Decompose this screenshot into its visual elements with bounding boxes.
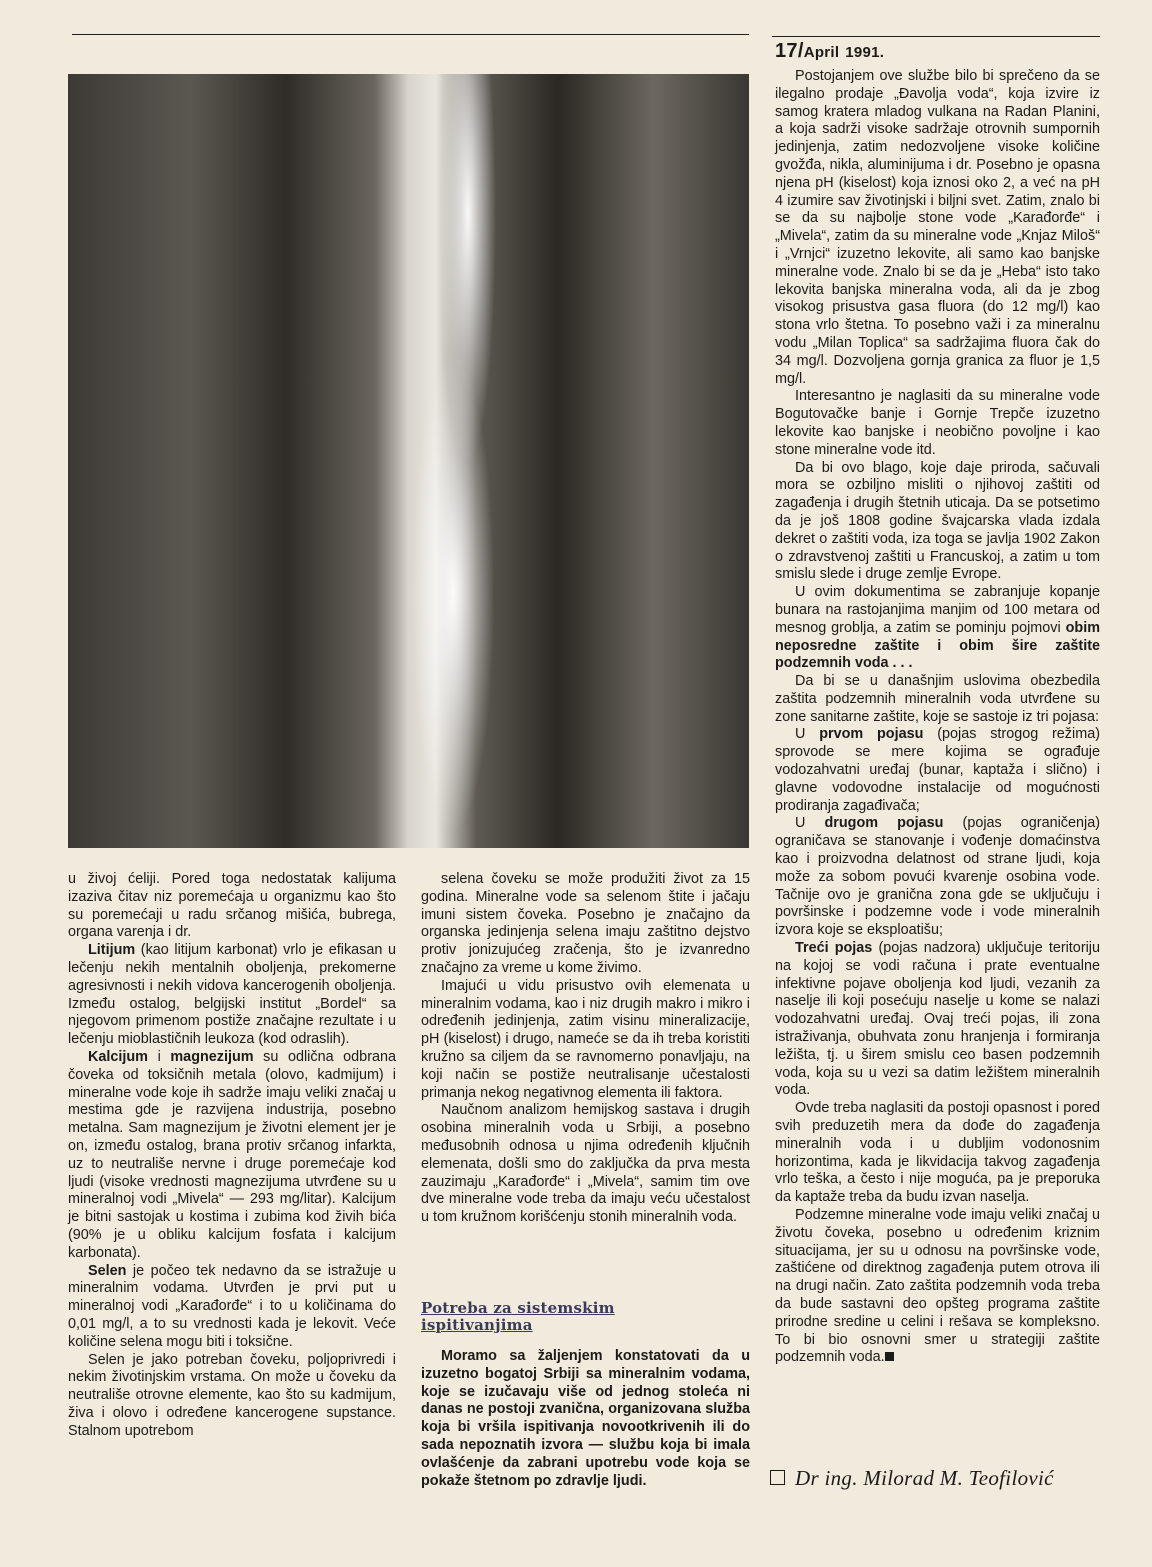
- paragraph: Kalcijum i magnezijum su odlična odbrana čoveka od toksičnih metala (olovo, kadmijum) i mineralne vode koje ih sadrže imaju veliki značaj u mestima gde je razvijena industrija, posebno metalna. Sam magnezijum je životni element jer je on, između ostalog, brana protiv srčanog infarkta, uz to neutrališe nervne i druge poremećaje kod ljudi (visoke vrednosti magnezijuma utvrđene su u mineralnoj vodi „Mivela“ — 293 mg/litar). Kalcijum je bitni sastojak u kostima i zubima kod živih bića (90% je u obliku kalcijum fosfata i kalcijum karbonata).: [68, 1048, 396, 1261]
- paragraph: Naučnom analizom hemijskog sastava i drugih osobina mineralnih voda u Srbiji, a posebno međusobnih odnosa u njima određenih ključnih elemenata, došli smo do zaključka da prva mesta zauzimaju „Karađorđe“ i „Mivela“, samim tim ove dve mineralne vode treba da imaju veću učestalost u tom kružnom korišćenju stonih mineralnih voda.: [421, 1102, 750, 1226]
- paragraph: U prvom pojasu (pojas strogog režima) sprovode se mere kojima se ograđuje vodozahvatni uređaj (bunar, kaptaža i slično) i glavne vodovodne instalacije od mogućnosti prodiranja zagađivača;: [775, 726, 1100, 814]
- article-column-3: [775, 68, 1100, 1367]
- waterfall-photo: [68, 74, 749, 848]
- paragraph: Imajući u vidu prisustvo ovih elemenata u mineralnim vodama, kao i niz drugih makro i mikro i određenih jedinjenja, zatim visinu mineralizacije, pH (kiselost) i drugo, nameće se da ih treba koristiti kružno sa ciljem da se ravnomerno ponavljaju, na koji način se postiže neutralisanje učestalosti primanja nekog negativnog elementa ili faktora.: [421, 977, 750, 1101]
- paragraph: selena čoveku se može produžiti život za 15 godina. Mineralne vode sa selenom štite i jačaju imuni sistem čoveka. Posebno je značajno da organska jedinjenja selena imaju zaštitno dejstvo protiv jonizujućeg zračenja, što je izvanredno značajno za vreme u kome živimo.: [421, 871, 750, 976]
- paragraph: Treći pojas (pojas nadzora) uključuje teritoriju na kojoj se vodi računa i prate eventualne infektivne pojave oboljenja kod ljudi, vezanih za naselje ili koji posećuju naselje u kome se nalazi vodozahvatni uređaj. Ovaj treći pojas, ili zona istraživanja, obuhvata zonu hranjenja i formiranja ležišta, tj. u širem smislu ceo basen podzemnih voda, koja su u vezi sa datim ležištem mineralnih voda.: [775, 940, 1101, 1099]
- paragraph: Podzemne mineralne vode imaju veliki značaj u životu čoveka, posebno u određenim kriznim situacijama, jer su u odnosu na površinske vode, zaštićene od direktnog zagađenja putem otrova ili na drugi način. Zato zaštita podzemnih voda treba da bude sastavni deo opšteg programa zaštite prirodne sredine u celini i rešava se kompleksno. To bi bio osnovni smer u strategiji zaštite podzemnih voda.: [775, 1207, 1100, 1366]
- paragraph: Interesantno je naglasiti da su mineralne vode Bogutovačke banje i Gornje Trepče izuzetno lekovite kao banjske i neobično povoljne i kao stone mineralne vode itd.: [775, 388, 1100, 458]
- paragraph: Selen je jako potreban čoveku, poljoprivredi i nekim životinjskim vrstama. On može u čoveku da neutrališe otrovne elemente, kao što su kadmijum, živa i olovo i određene kancerogene supstance. Stalnom upotrebom: [68, 1351, 396, 1439]
- page-date: 17/April 1991.: [775, 40, 885, 62]
- author-byline: Dr ing. Milorad M. Teofilović: [770, 1466, 1054, 1491]
- paragraph: Selen je počeo tek nedavno da se istražuje u mineralnim vodama. Utvrđen je prvi put u mineralnoj vodi „Karađorđe“ i to u količinama do 0,01 mg/l, a to su vrednosti kada je lekovit. Veće količine selena mogu biti i toksične.: [68, 1262, 396, 1350]
- paragraph: U ovim dokumentima se zabranjuje kopanje bunara na rastojanjima manjim od 100 metara od mesnog groblja, a zatim se pominju pojmovi obim neposredne zaštite i obim šire zaštite podzemnih voda . . .: [775, 584, 1100, 672]
- article-column-1: [68, 871, 396, 1441]
- paragraph: Ovde treba naglasiti da postoji opasnost i pored svih preduzetih mera da dođe do zagađenja mineralnih voda i u dubljim vodonosnim horizontima, kada je likvidacija takvog zagađenja vrlo teška, a često i nije moguća, pa je preporuka da kaptaže treba da budu izvan naselja.: [775, 1100, 1100, 1206]
- paragraph: Postojanjem ove službe bilo bi sprečeno da se ilegalno prodaje „Đavolja voda“, koja izvire iz samog kratera mladog vulkana na Radan Planini, a koja sadrži visoke sadržaje otrovnih sumpornih jedinjenja, zatim nedozvoljene visoke količine gvožđa, nikla, aluminijuma i dr. Posebno je opasna njena pH (kiselost) koja iznosi oko 2, a već na pH 4 izumire sav životinjski i biljni svet. Zatim, znalo bi se da su najbolje stone vode „Karađorđe“ i „Mivela“, zatim da su mineralne vode „Knjaz Miloš“ i „Vrnjci“ izuzetno lekovite, ali samo kao banjske mineralne vode. Znalo bi se da je „Heba“ isto tako lekovita banjska mineralna voda, ali da je zbog visokog prisustva gasa fluora (do 12 mg/l) kao stona vrlo štetna. To posebno važi i za mineralnu vodu „Milan Toplica“ sa sadržajima fluora čak do 34 mg/l. Dozvoljena gornja granica za fluor je 1,5 mg/l.: [775, 68, 1100, 387]
- paragraph: Da bi se u današnjim uslovima obezbedila zaštita podzemnih mineralnih voda utvrđene su zone sanitarne zaštite, koje se sastoje iz tri pojasa:: [775, 673, 1100, 725]
- paragraph: Litijum (kao litijum karbonat) vrlo je efikasan u lečenju nekih mentalnih oboljenja, prekomerne agresivnosti i nekih vidova kancerogenih oboljenja. Između ostalog, belgijski institut „Bordel“ sa njegovom primenom postiže značajne rezultate i u lečenju mioblastičnih leukoza (kod odraslih).: [68, 942, 396, 1048]
- paragraph: U drugom pojasu (pojas ograničenja) ograničava se stanovanje i vođenje domaćinstva kao i proizvodna delatnost od strane ljudi, koja može za sobom povući kvarenje osobina vode. Tačnije ovo je granična zona gde se uključuju i površinske i podzemne vode i vode mineralnih izvora koje se eksploatišu;: [775, 815, 1100, 939]
- paragraph: Moramo sa žaljenjem konstatovati da u izuzetno bogatoj Srbiji sa mineralnim vodama, koje se izučavaju više od jednog stoleća ni danas ne postoji zvanična, organizovana služba koja bi vršila ispitivanja novootkrivenih ili do sada nepoznatih izvora — službu koja bi imala ovlašćenje da zabrani upotrebu vode koja se pokaže štetnom po zdravlje ljudi.: [421, 1348, 750, 1489]
- section-subheading: Potreba za sistemskim ispitivanjima: [421, 1299, 615, 1334]
- paragraph: Da bi ovo blago, koje daje priroda, sačuvali mora se ozbiljno misliti o njihovoj zaštiti od zagađenja i drugih štetnih uticaja. Da se potsetimo da je još 1808 godine švajcarska vlada izdala dekret o zaštiti voda, iza toga se javlja 1902 Zakon o zdravstvenoj zaštiti u Francuskoj, a zatim u tom smislu slede i druge zemlje Evrope.: [775, 459, 1100, 583]
- paragraph: u živoj ćeliji. Pored toga nedostatak kalijuma izaziva čitav niz poremećaja u organizmu kao što su poremećaji u radu srčanog mišića, bubrega, organa varenja i dr.: [68, 871, 396, 941]
- end-mark-icon: [885, 1352, 894, 1361]
- top-rule-right: [772, 36, 1100, 37]
- square-bullet-icon: [770, 1470, 785, 1485]
- article-column-2-continued: [421, 1348, 750, 1490]
- top-rule-left: [72, 34, 749, 35]
- article-column-2: [421, 871, 750, 1227]
